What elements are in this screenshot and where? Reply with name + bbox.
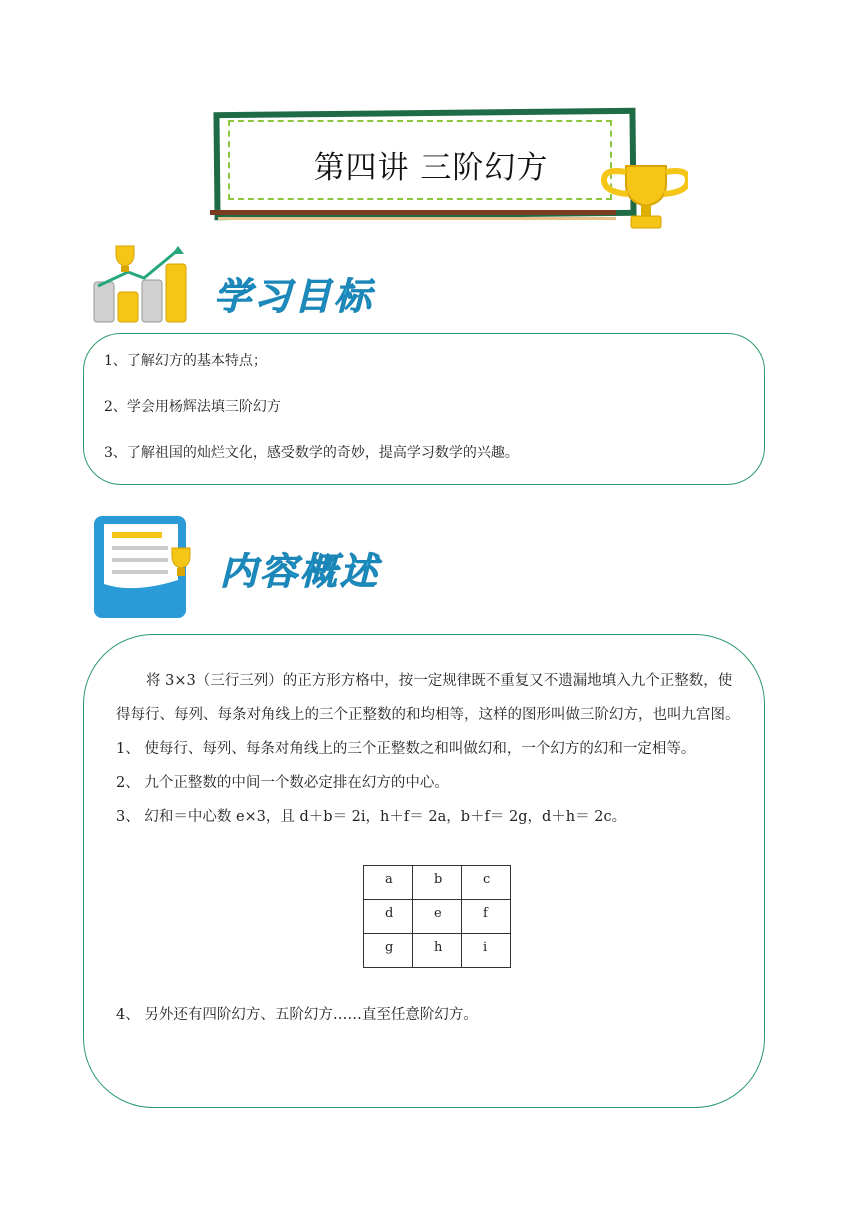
objective-item: 2、学会用杨辉法填三阶幻方: [104, 399, 281, 415]
overview-text: [116, 664, 741, 834]
grid-cell: d: [364, 900, 413, 934]
intro-paragraph: 将 3×3（三行三列）的正方形方格中，按一定规律既不重复又不遗漏地填入九个正整数，使得每行、每列、每条对角线上的三个正整数的和均相等，这样的图形叫做三阶幻方，也叫九宫图。: [116, 673, 740, 723]
grid-cell: h: [413, 934, 462, 968]
page-title: 第四讲 三阶幻方: [313, 150, 549, 186]
banner-underline-light: [218, 217, 616, 220]
magic-square-grid: [363, 865, 511, 968]
objective-item: 3、了解祖国的灿烂文化，感受数学的奇妙，提高学习数学的兴趣。: [104, 445, 519, 461]
clipboard-trophy-icon: [92, 514, 204, 622]
overview-text-end: [116, 998, 741, 1032]
banner-underline: [210, 210, 616, 215]
point-item: 1、 使每行、每列、每条对角线上的三个正整数之和叫做幻和，一个幻方的幻和一定相等。: [116, 741, 696, 757]
growth-chart-trophy-icon: [92, 242, 192, 326]
title-banner: [206, 104, 638, 224]
grid-cell: a: [364, 866, 413, 900]
grid-cell: b: [413, 866, 462, 900]
grid-cell: e: [413, 900, 462, 934]
grid-row: [364, 934, 511, 968]
trophy-icon: [596, 158, 688, 232]
point-item: 3、 幻和＝中心数 e×3，且 d＋b＝ 2i，h＋f＝ 2a，b＋f＝ 2g，d＋h＝ 2c。: [116, 809, 627, 825]
grid-cell: i: [462, 934, 511, 968]
grid-cell: f: [462, 900, 511, 934]
point-item: 2、 九个正整数的中间一个数必定排在幻方的中心。: [116, 775, 449, 791]
objectives-heading: 学习目标: [214, 275, 374, 318]
point-item: 4、 另外还有四阶幻方、五阶幻方……直至任意阶幻方。: [116, 1007, 478, 1023]
grid-cell: c: [462, 866, 511, 900]
objective-item: 1、了解幻方的基本特点；: [104, 353, 267, 369]
grid-row: [364, 900, 511, 934]
grid-cell: g: [364, 934, 413, 968]
objectives-box: [83, 333, 765, 485]
overview-heading: 内容概述: [220, 550, 380, 593]
grid-row: [364, 866, 511, 900]
